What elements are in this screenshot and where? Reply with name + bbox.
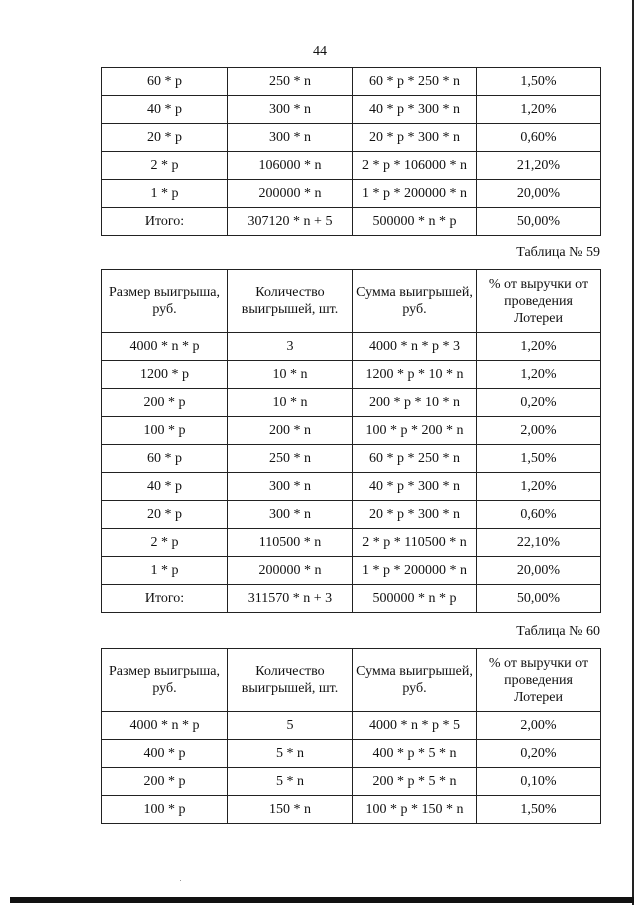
column-header: Количество выигрышей, шт. — [228, 270, 353, 333]
table-row — [102, 529, 601, 557]
table-cell: 4000 * n * р — [102, 333, 228, 361]
table-header-row — [102, 270, 601, 333]
table-cell: 1,20% — [477, 96, 601, 124]
table-cell: 0,20% — [477, 740, 601, 768]
table-cell: 60 * р * 250 * n — [353, 445, 477, 473]
table-cell: 4000 * n * р * 5 — [353, 712, 477, 740]
column-header: Сумма выигрышей, руб. — [353, 649, 477, 712]
table-cell: 50,00% — [477, 585, 601, 613]
column-header: Количество выигрышей, шт. — [228, 649, 353, 712]
table-cell: 40 * р — [102, 473, 228, 501]
table-cell: 250 * n — [228, 445, 353, 473]
table-row — [102, 389, 601, 417]
prize-table-60 — [101, 648, 601, 824]
table-row — [102, 124, 601, 152]
table-cell: 150 * n — [228, 796, 353, 824]
column-header: % от выручки от проведения Лотереи — [477, 649, 601, 712]
table-row — [102, 152, 601, 180]
table-cell: 200000 * n — [228, 180, 353, 208]
table-cell: 311570 * n + 3 — [228, 585, 353, 613]
table-cell: 1,50% — [477, 445, 601, 473]
table-row — [102, 361, 601, 389]
scan-speck — [180, 880, 181, 881]
table-cell: 400 * р — [102, 740, 228, 768]
table-body — [102, 68, 601, 236]
table-cell: 60 * р — [102, 68, 228, 96]
table-cell: 200 * р — [102, 768, 228, 796]
table-cell: 500000 * n * р — [353, 585, 477, 613]
table-caption-60: Таблица № 60 — [516, 624, 600, 639]
table-row — [102, 445, 601, 473]
table-row — [102, 473, 601, 501]
table-cell: 1200 * р — [102, 361, 228, 389]
table-cell: 0,20% — [477, 389, 601, 417]
table-cell: 400 * р * 5 * n — [353, 740, 477, 768]
table-row — [102, 68, 601, 96]
table-cell: 1 * р — [102, 557, 228, 585]
column-header: Размер выигрыша, руб. — [102, 270, 228, 333]
table-row — [102, 501, 601, 529]
table-body — [102, 333, 601, 613]
table-row — [102, 96, 601, 124]
table-header — [102, 270, 601, 333]
table-cell: 5 * n — [228, 740, 353, 768]
table-cell: 1 * р * 200000 * n — [353, 557, 477, 585]
table-cell: 20 * р — [102, 501, 228, 529]
table-cell: 2 * р — [102, 529, 228, 557]
table-row — [102, 712, 601, 740]
table-body — [102, 712, 601, 824]
table-cell: 20,00% — [477, 180, 601, 208]
table-cell: 300 * n — [228, 124, 353, 152]
table-cell: 0,60% — [477, 501, 601, 529]
table-cell: 10 * n — [228, 389, 353, 417]
table-cell: 1 * р — [102, 180, 228, 208]
table-row — [102, 740, 601, 768]
table-row — [102, 796, 601, 824]
prize-table-59 — [101, 269, 601, 613]
table-cell: 40 * р * 300 * n — [353, 96, 477, 124]
table-cell: 307120 * n + 5 — [228, 208, 353, 236]
table-cell: 250 * n — [228, 68, 353, 96]
table-cell: 106000 * n — [228, 152, 353, 180]
table-cell: 4000 * n * р — [102, 712, 228, 740]
table-cell: 100 * р * 150 * n — [353, 796, 477, 824]
table-header-row — [102, 649, 601, 712]
table-cell: 22,10% — [477, 529, 601, 557]
table-cell: 21,20% — [477, 152, 601, 180]
table-cell: 1,20% — [477, 473, 601, 501]
table-cell: 2 * р * 106000 * n — [353, 152, 477, 180]
table-cell: 300 * n — [228, 473, 353, 501]
scan-edge-line — [632, 0, 634, 905]
table-cell: 100 * р — [102, 796, 228, 824]
table-caption-59: Таблица № 59 — [516, 245, 600, 260]
table-row — [102, 768, 601, 796]
table-header — [102, 649, 601, 712]
table-cell: 1 * р * 200000 * n — [353, 180, 477, 208]
table-cell: Итого: — [102, 585, 228, 613]
column-header: % от выручки от проведения Лотереи — [477, 270, 601, 333]
table-cell: 2 * р * 110500 * n — [353, 529, 477, 557]
table-cell: 2,00% — [477, 712, 601, 740]
table-cell: 200 * р * 5 * n — [353, 768, 477, 796]
table-row — [102, 180, 601, 208]
table-cell: 1,20% — [477, 333, 601, 361]
table-cell: 300 * n — [228, 96, 353, 124]
table-cell: 500000 * n * р — [353, 208, 477, 236]
table-cell: 100 * р * 200 * n — [353, 417, 477, 445]
table-cell: 20,00% — [477, 557, 601, 585]
table-cell: 200000 * n — [228, 557, 353, 585]
table-cell: 5 * n — [228, 768, 353, 796]
table-cell: 3 — [228, 333, 353, 361]
table-cell: 4000 * n * р * 3 — [353, 333, 477, 361]
table-cell: 5 — [228, 712, 353, 740]
table-row — [102, 417, 601, 445]
table-cell: 200 * n — [228, 417, 353, 445]
table-cell: 2 * р — [102, 152, 228, 180]
table-cell: Итого: — [102, 208, 228, 236]
table-cell: 40 * р * 300 * n — [353, 473, 477, 501]
table-cell: 10 * n — [228, 361, 353, 389]
column-header: Размер выигрыша, руб. — [102, 649, 228, 712]
table-cell: 1200 * р * 10 * n — [353, 361, 477, 389]
table-cell: 60 * р — [102, 445, 228, 473]
table-row — [102, 585, 601, 613]
table-cell: 110500 * n — [228, 529, 353, 557]
table-cell: 0,60% — [477, 124, 601, 152]
table-cell: 200 * р — [102, 389, 228, 417]
table-cell: 2,00% — [477, 417, 601, 445]
bottom-scan-border — [10, 897, 634, 903]
table-row — [102, 208, 601, 236]
table-cell: 1,50% — [477, 796, 601, 824]
table-cell: 1,20% — [477, 361, 601, 389]
page-number: 44 — [313, 44, 327, 59]
table-cell: 0,10% — [477, 768, 601, 796]
table-cell: 200 * р * 10 * n — [353, 389, 477, 417]
table-cell: 50,00% — [477, 208, 601, 236]
table-cell: 20 * р * 300 * n — [353, 124, 477, 152]
table-cell: 100 * р — [102, 417, 228, 445]
table-cell: 60 * р * 250 * n — [353, 68, 477, 96]
table-cell: 1,50% — [477, 68, 601, 96]
column-header: Сумма выигрышей, руб. — [353, 270, 477, 333]
table-cell: 300 * n — [228, 501, 353, 529]
table-row — [102, 333, 601, 361]
table-cell: 40 * р — [102, 96, 228, 124]
table-row — [102, 557, 601, 585]
prize-table-continued — [101, 67, 601, 236]
table-cell: 20 * р — [102, 124, 228, 152]
table-cell: 20 * р * 300 * n — [353, 501, 477, 529]
